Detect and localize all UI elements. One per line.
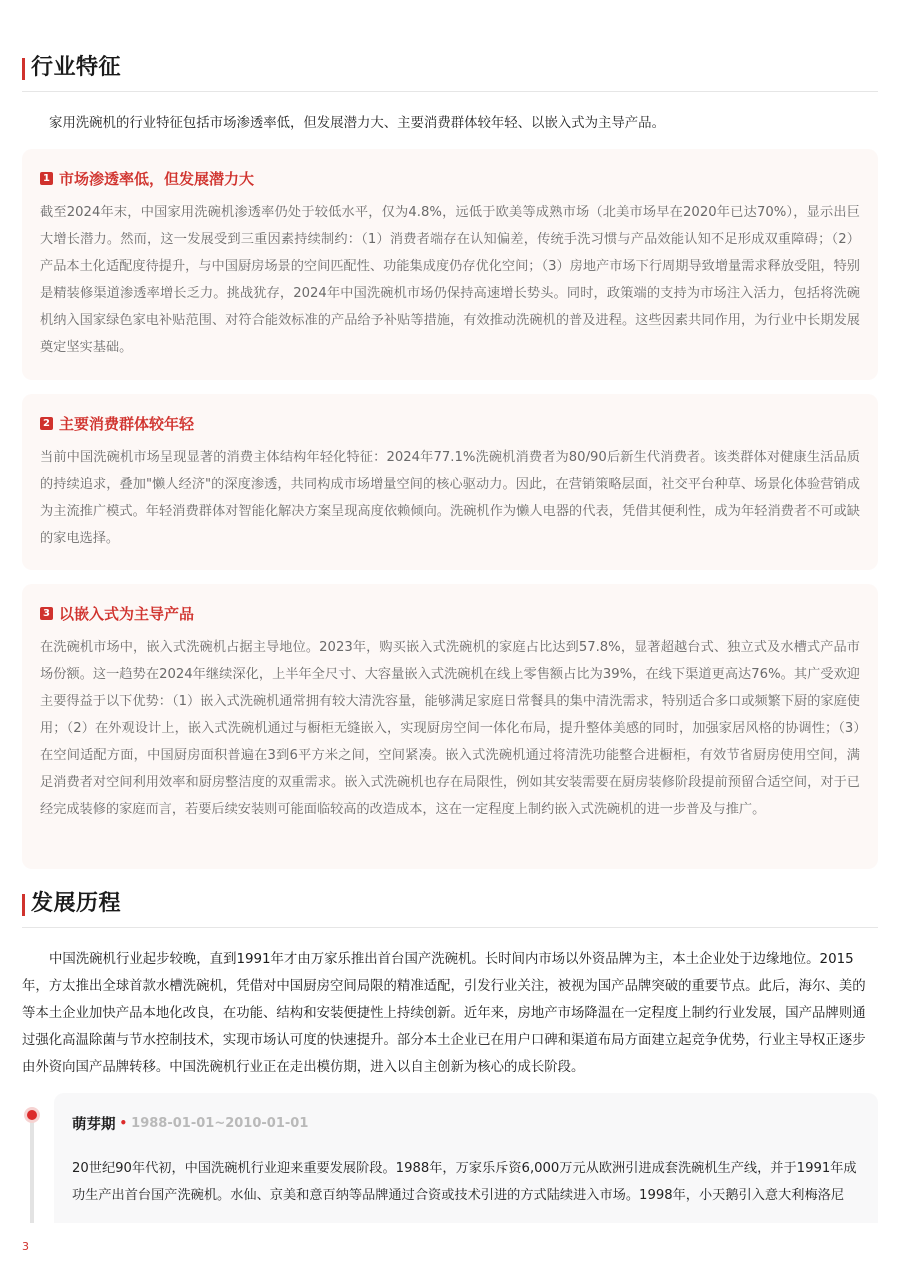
section-accent-bar [22, 58, 25, 80]
page-number: 3 [22, 1240, 29, 1253]
section-header-history [22, 880, 878, 928]
history-intro: 中国洗碗机行业起步较晚，直到1991年才由万家乐推出首台国产洗碗机。长时间内市场以外资品牌为主，本土企业处于边缘地位。2015年，方太推出全球首款水槽洗碗机，凭借对中国厨房空间局限的精准适配，引发行业关注，被视为国产品牌突破的重要节点。此后，海尔、美的等本土企业加快产品本地化改良，在功能、结构和安装便捷性上持续创新。近年来，房地产市场降温在一定程度上制约行业发展，国产品牌则通过强化高温除菌与节水控制技术，实现市场认可度的快速提升。部分本土企业已在用户口碑和渠道布局方面建立起竞争优势，行业主导权正逐步由外资向国产品牌转移。中国洗碗机行业正在走出模仿期，进入以自主创新为核心的成长阶段。 [22, 952, 866, 1075]
section-title: 发展历程 [31, 891, 122, 916]
feature-card-title [40, 598, 860, 628]
feature-card-body: 截至2024年末，中国家用洗碗机渗透率仍处于较低水平，仅为4.8%，远低于欧美等成熟市场（北美市场早在2020年已达70%），显示出巨大增长潜力。然而，这一发展受到三重因素持续制约：（1）消费者端存在认知偏差，传统手洗习惯与产品效能认知不足形成双重障碍；（2）产品本土化适配度待提升，与中国厨房场景的空间匹配性、功能集成度仍存优化空间；（3）房地产市场下行周期导致增量需求释放受阻，特别是精装修渠道渗透率增长乏力。挑战犹存，2024年中国洗碗机市场仍保持高速增长势头。同时，政策端的支持为市场注入活力，包括将洗碗机纳入国家绿色家电补贴范围、对符合能效标准的产品给予补贴等措施，有效推动洗碗机的普及进程。这些因素共同作用，为行业中长期发展奠定坚实基础。 [40, 205, 860, 355]
feature-card-3 [22, 584, 878, 869]
section-title: 行业特征 [31, 55, 122, 80]
number-badge-icon: 1 [40, 172, 53, 185]
features-intro: 家用洗碗机的行业特征包括市场渗透率低，但发展潜力大、主要消费群体较年轻、以嵌入式为主导产品。 [49, 116, 665, 131]
number-badge-icon: 2 [40, 417, 53, 430]
feature-card-heading: 以嵌入式为主导产品 [59, 604, 195, 623]
timeline-rail [30, 1113, 34, 1223]
feature-card-heading: 市场渗透率低，但发展潜力大 [59, 169, 255, 188]
feature-card-body: 当前中国洗碗机市场呈现显著的消费主体结构年轻化特征：2024年77.1%洗碗机消费者为80/90后新生代消费者。该类群体对健康生活品质的持续追求，叠加"懒人经济"的深度渗透，共同构成市场增量空间的核心驱动力。因此，在营销策略层面，社交平台种草、场景化体验营销成为主流推广模式。年轻消费群体对智能化解决方案呈现高度依赖倾向。洗碗机作为懒人电器的代表，凭借其便利性，成为年轻消费者不可或缺的家电选择。 [40, 450, 860, 546]
feature-card-2 [22, 394, 878, 570]
number-badge-icon: 3 [40, 607, 53, 620]
timeline-dot-icon [27, 1110, 37, 1120]
timeline-item-body: 20世纪90年代初，中国洗碗机行业迎来重要发展阶段。1988年，万家乐斥资6,000万元从欧洲引进成套洗碗机生产线，并于1991年成功生产出首台国产洗碗机。水仙、京美和意百纳等品牌通过合资或技术引进的方式陆续进入市场。1998年，小天鹅引入意大利梅洛尼 [72, 1161, 857, 1203]
history-timeline [22, 1093, 878, 1223]
timeline-stage-name: 萌芽期 [72, 1116, 116, 1133]
timeline-item-header [72, 1111, 860, 1135]
bullet-separator-icon: • [119, 1116, 128, 1130]
feature-card-1 [22, 149, 878, 380]
feature-card-body: 在洗碗机市场中，嵌入式洗碗机占据主导地位。2023年，购买嵌入式洗碗机的家庭占比达到57.8%，显著超越台式、独立式及水槽式产品市场份额。这一趋势在2024年继续深化，上半年全尺寸、大容量嵌入式洗碗机在线上零售额占比为39%，在线下渠道更高达76%。其广受欢迎主要得益于以下优势：（1）嵌入式洗碗机通常拥有较大清洗容量，能够满足家庭日常餐具的集中清洗需求，特别适合多口或频繁下厨的家庭使用；（2）在外观设计上，嵌入式洗碗机通过与橱柜无缝嵌入，实现厨房空间一体化布局，提升整体美感的同时，加强家居风格的协调性；（3）在空间适配方面，中国厨房面积普遍在3到6平方米之间，空间紧凑。嵌入式洗碗机通过将清洗功能整合进橱柜，有效节省厨房使用空间，满足消费者对空间利用效率和厨房整洁度的双重需求。嵌入式洗碗机也存在局限性，例如其安装需要在厨房装修阶段提前预留合适空间，对于已经完成装修的家庭而言，若要后续安装则可能面临较高的改造成本，这在一定程度上制约嵌入式洗碗机的进一步普及与推广。 [40, 640, 860, 817]
feature-card-title [40, 408, 860, 438]
feature-card-title [40, 163, 860, 193]
feature-card-heading: 主要消费群体较年轻 [59, 414, 195, 433]
section-accent-bar [22, 894, 25, 916]
timeline-date-range: 1988-01-01~2010-01-01 [131, 1115, 309, 1131]
section-header-features [22, 44, 878, 92]
timeline-item [54, 1093, 878, 1223]
